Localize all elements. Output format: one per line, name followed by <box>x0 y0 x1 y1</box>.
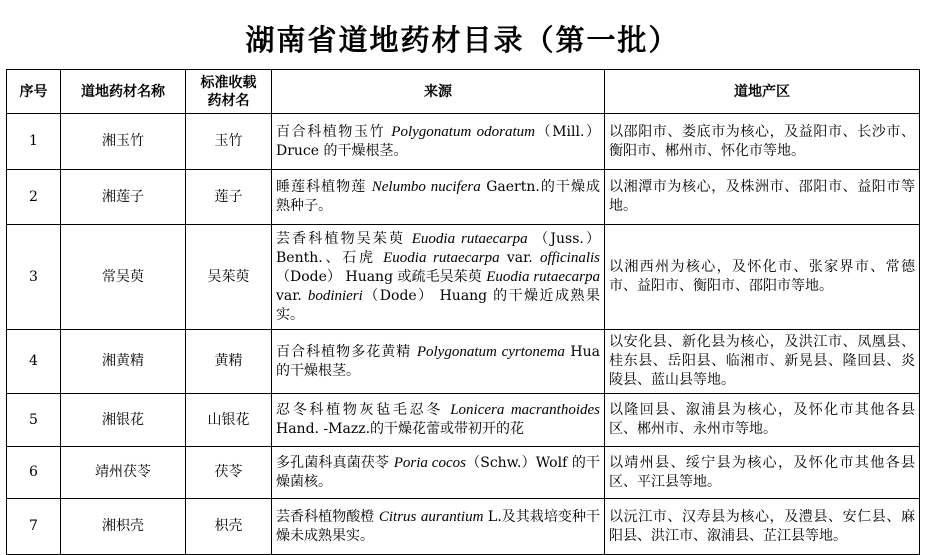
cell-region: 以邵阳市、娄底市为核心，及益阳市、长沙市、衡阳市、郴州市、怀化市等地。 <box>605 114 920 170</box>
latin-name: Poria cocos <box>393 454 466 471</box>
latin-name: aurantium <box>420 508 484 525</box>
cell-no: 6 <box>7 447 61 499</box>
cell-source <box>272 447 605 499</box>
header-name: 道地药材名称 <box>61 70 186 114</box>
source-text: 百合科植物玉竹 <box>276 123 392 140</box>
latin-name: Polygonatum odoratum <box>391 123 535 140</box>
cell-region: 以沅江市、汉寿县为核心，及澧县、安仁县、麻阳县、洪江市、溆浦县、芷江县等地。 <box>605 499 920 555</box>
cell-standard-name: 茯苓 <box>186 447 272 499</box>
cell-standard-name: 山银花 <box>186 394 272 447</box>
cell-name: 常吴萸 <box>61 225 186 330</box>
page-title: 湖南省道地药材目录（第一批） <box>245 23 680 57</box>
source-text: （Dode） Huang 的干燥近成熟果实。 <box>276 287 601 323</box>
header-source: 来源 <box>272 70 605 114</box>
table-row <box>7 225 920 330</box>
cell-name: 湘黄精 <box>61 330 186 394</box>
cell-standard-name: 玉竹 <box>186 114 272 170</box>
cell-region: 以安化县、新化县为核心，及洪江市、凤凰县、桂东县、岳阳县、临湘市、新晃县、隆回县、炎陵县、蓝山县等地。 <box>605 330 920 394</box>
cell-source <box>272 225 605 330</box>
cell-region: 以靖州县、绥宁县为核心，及怀化市其他各县区、平江县等地。 <box>605 447 920 499</box>
source-text: 忍冬科植物灰毡毛忍冬 <box>276 402 451 418</box>
cell-name: 湘银花 <box>61 394 186 447</box>
table-row <box>7 114 920 170</box>
header-region: 道地产区 <box>605 70 920 114</box>
source-text: L.及其栽培变种干燥未成熟果实。 <box>276 508 601 544</box>
source-text: Hand. -Mazz.的干燥花蕾或带初开的花 <box>276 421 525 437</box>
latin-name: Nelumbo nucifera <box>371 179 481 195</box>
source-text: 睡莲科植物莲 <box>276 179 372 195</box>
source-text: 百合科植物多花黄精 <box>276 343 417 360</box>
cell-source <box>272 499 605 555</box>
header-no: 序号 <box>7 70 61 114</box>
cell-source <box>272 170 605 225</box>
table-header-row <box>7 70 920 114</box>
latin-name: Euodia rutaecarpa <box>486 268 600 285</box>
cell-region: 以隆回县、溆浦县为核心，及怀化市其他各县区、郴州市、永州市等地。 <box>605 394 920 447</box>
source-text: Hua 的干燥根茎。 <box>276 343 600 379</box>
cell-source <box>272 114 605 170</box>
cell-standard-name: 吴茱萸 <box>186 225 272 330</box>
table-row <box>7 330 920 394</box>
table-row <box>7 499 920 555</box>
cell-standard-name: 枳壳 <box>186 499 272 555</box>
source-text: （Mill.）Druce 的干燥根茎。 <box>276 123 601 159</box>
source-text: 芸香科植物酸橙 <box>276 508 379 525</box>
cell-name: 靖州茯苓 <box>61 447 186 499</box>
cell-region: 以湘西州为核心，及怀化市、张家界市、常德市、益阳市、衡阳市、邵阳市等地。 <box>605 225 920 330</box>
source-text: 多孔菌科真菌茯苓 <box>276 454 394 471</box>
cell-standard-name: 黄精 <box>186 330 272 394</box>
source-text: （Schw.）Wolf 的干燥菌核。 <box>276 454 601 490</box>
cell-source <box>272 330 605 394</box>
cell-no: 7 <box>7 499 61 555</box>
source-text: var. <box>276 287 308 304</box>
herb-table <box>6 69 920 555</box>
table-row <box>7 447 920 499</box>
latin-name: officinalis <box>540 249 600 266</box>
cell-name: 湘枳壳 <box>61 499 186 555</box>
header-standard-name <box>186 70 272 114</box>
latin-name: bodinieri <box>307 287 363 304</box>
latin-name: Euodia rutaecarpa <box>383 249 500 266</box>
table-row <box>7 170 920 225</box>
source-text: （Juss.）Benth.、石虎 <box>276 230 600 266</box>
cell-no: 5 <box>7 394 61 447</box>
source-text: Gaertn.的干燥成熟种子。 <box>276 179 600 214</box>
cell-region: 以湘潭市为核心，及株洲市、邵阳市、益阳市等地。 <box>605 170 920 225</box>
header-standard-name-line1: 标准收载 <box>200 74 257 91</box>
header-standard-name-line2: 药材名 <box>207 92 250 109</box>
cell-name: 湘玉竹 <box>61 114 186 170</box>
source-text: 芸香科植物吴茱萸 <box>276 230 412 247</box>
cell-no: 1 <box>7 114 61 170</box>
cell-source <box>272 394 605 447</box>
cell-name: 湘莲子 <box>61 170 186 225</box>
latin-name: Euodia rutaecarpa <box>411 230 528 247</box>
latin-name: Citrus <box>378 508 417 525</box>
latin-name: Lonicera macranthoides <box>450 402 600 418</box>
cell-no: 2 <box>7 170 61 225</box>
latin-name: Polygonatum cyrtonema <box>416 343 565 360</box>
cell-no: 3 <box>7 225 61 330</box>
source-text: var. <box>499 249 540 266</box>
cell-no: 4 <box>7 330 61 394</box>
source-text: （Dode） Huang 或疏毛吴茱萸 <box>276 268 487 285</box>
cell-standard-name: 莲子 <box>186 170 272 225</box>
table-body <box>7 114 920 555</box>
table-row <box>7 394 920 447</box>
